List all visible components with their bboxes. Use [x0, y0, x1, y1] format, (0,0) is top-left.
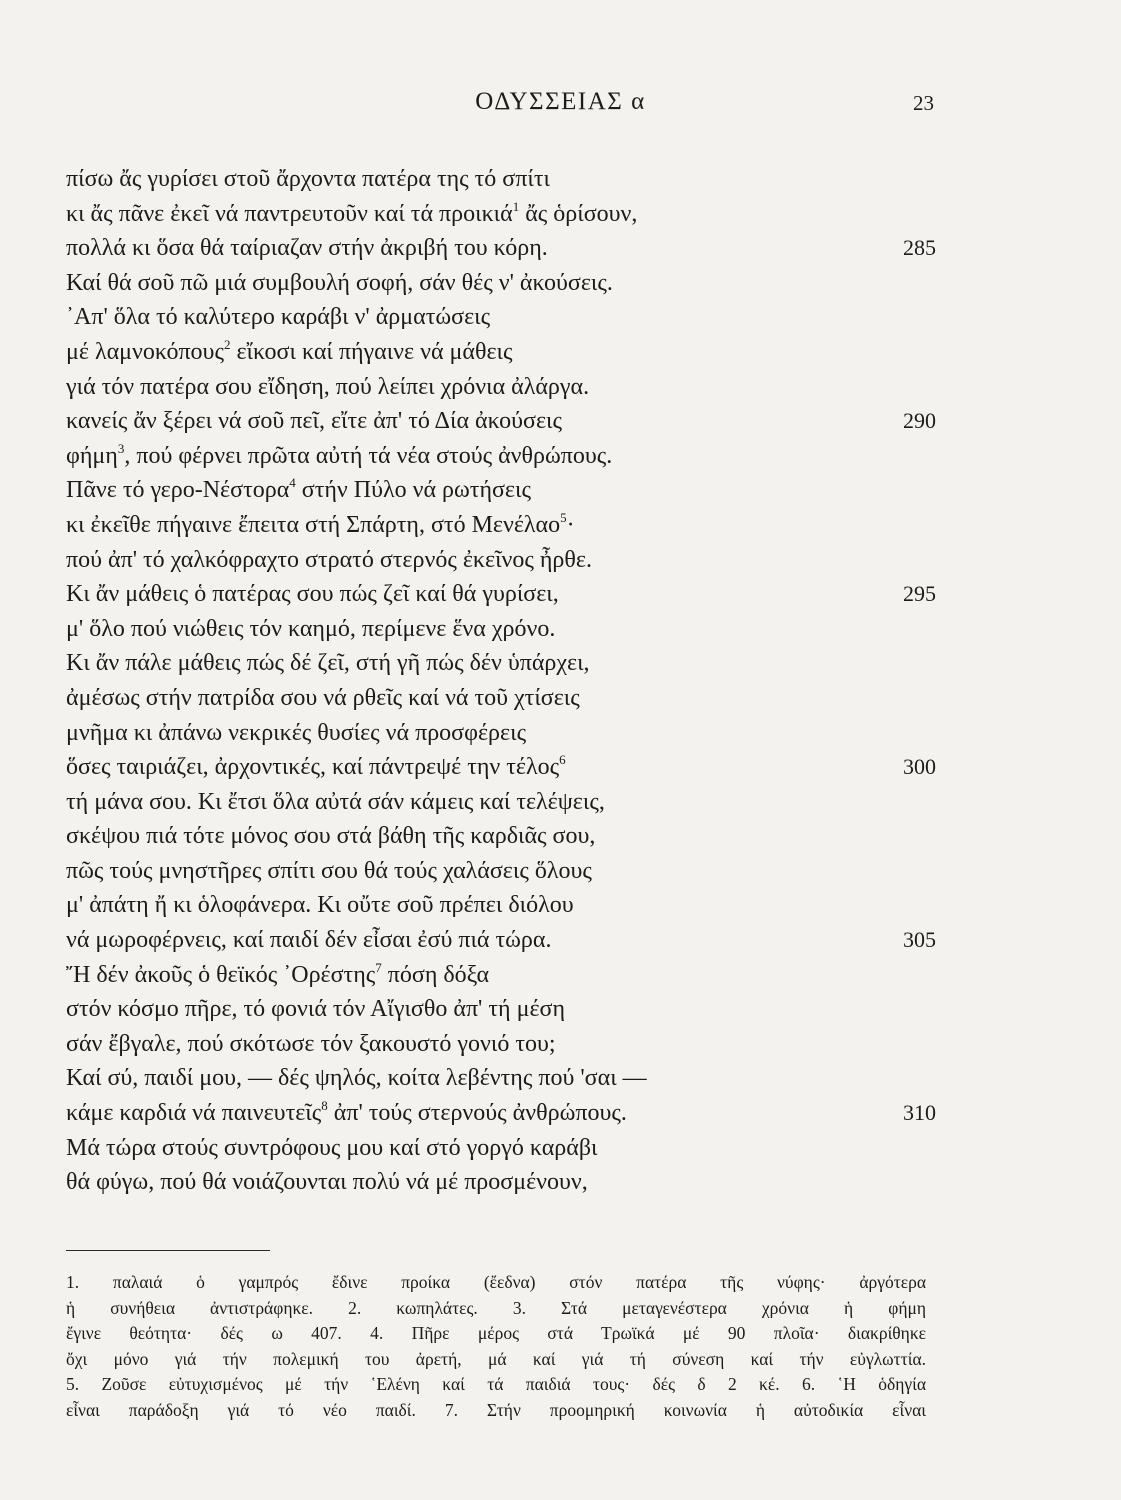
verse-text: Κι ἄν μάθεις ὁ πατέρας σου πώς ζεῖ καί θά γυρίσει,: [66, 581, 559, 608]
verse-text-continued: εἴκοσι καί πήγαινε νά μάθεις: [230, 338, 513, 365]
footnote-marker: 8: [321, 1098, 328, 1114]
verse-line: [66, 577, 936, 612]
verse-text-continued: στήν Πύλο νά ρωτήσεις: [295, 477, 531, 504]
verse-line: [66, 958, 936, 993]
verse-line: [66, 1027, 936, 1062]
footnote-marker: 5: [560, 509, 567, 525]
verse-line: [66, 992, 936, 1027]
line-number: 295: [903, 581, 936, 607]
footnote-marker: 6: [559, 752, 566, 768]
verse-line: [66, 646, 936, 681]
verse-text: σκέψου πιά τότε μόνος σου στά βάθη τῆς καρδιᾶς σου,: [66, 823, 596, 850]
verse-text: μ' ἀπάτη ἤ κι ὁλοφάνερα. Κι οὔτε σοῦ πρέπει διόλου: [66, 892, 574, 919]
verse-line: [66, 473, 936, 508]
verse-text: πῶς τούς μνηστῆρες σπίτι σου θά τούς χαλάσεις ὅλους: [66, 857, 592, 884]
footnote-marker: 7: [375, 959, 382, 975]
verse-line: [66, 162, 936, 197]
verse-text: ἀμέσως στήν πατρίδα σου νά ρθεῖς καί νά τοῦ χτίσεις: [66, 684, 580, 711]
verse-text: Μά τώρα στούς συντρόφους μου καί στό γοργό καράβι: [66, 1134, 598, 1161]
footnote-marker: 4: [289, 475, 296, 491]
line-number: 285: [903, 235, 936, 261]
verse-line: [66, 819, 936, 854]
verse-line: [66, 1165, 936, 1200]
verse-line: [66, 370, 936, 405]
verse-text-continued: ·: [566, 511, 575, 538]
verse-text: νά μωροφέρνεις, καί παιδί δέν εἶσαι ἐσύ πιά τώρα.: [66, 927, 552, 954]
verse-line: [66, 612, 936, 647]
page-number: 23: [913, 91, 934, 115]
footnote-line: 1. παλαιά ὁ γαμπρός ἔδινε προίκα (ἔεδνα) στόν πατέρα τῆς νύφης· ἀργότερα: [66, 1272, 926, 1292]
verse-line: [66, 888, 936, 923]
verse-block: [66, 162, 936, 1200]
verse-text: Καί θά σοῦ πῶ μιά συμβουλή σοφή, σάν θές ν' ἀκούσεις.: [66, 269, 613, 296]
verse-line: [66, 335, 936, 370]
verse-text: κι ἄς πᾶνε ἐκεῖ νά παντρευτοῦν καί τά προικιά: [66, 200, 513, 227]
verse-text: κι ἐκεῖθε πήγαινε ἔπειτα στή Σπάρτη, στό Μενέλαο: [66, 511, 561, 538]
footnote-marker: 2: [223, 336, 231, 352]
verse-line: [66, 785, 936, 820]
verse-text: μνῆμα κι ἀπάνω νεκρικές θυσίες νά προσφέρεις: [66, 719, 527, 746]
verse-line: [66, 854, 936, 889]
running-title: ΟΔΥΣΣΕΙΑΣ α: [475, 88, 646, 115]
verse-text: πίσω ἄς γυρίσει στοῦ ἄρχοντα πατέρα της τό σπίτι: [66, 166, 550, 192]
verse-line: [66, 404, 936, 439]
footnote-line: ἔγινε θεότητα· δές ω 407. 4. Πῆρε μέρος στά Τρωϊκά μέ 90 πλοῖα· διακρίθηκε: [66, 1323, 926, 1344]
verse-line: [66, 543, 936, 578]
verse-text-continued: πόση δόξα: [381, 961, 490, 988]
verse-text: ᾿Απ' ὅλα τό καλύτερο καράβι ν' ἀρματώσεις: [66, 304, 491, 331]
line-number: 305: [903, 927, 936, 953]
verse-text: θά φύγω, πού θά νοιάζουνται πολύ νά μέ προσμένουν,: [66, 1169, 588, 1196]
footnote-marker: 3: [117, 440, 125, 456]
verse-text: ὅσες ταιριάζει, ἀρχοντικές, καί πάντρεψέ την τέλος: [66, 754, 560, 781]
verse-line: [66, 923, 936, 958]
verse-line: [66, 197, 936, 232]
verse-line: [66, 508, 936, 543]
verse-line: [66, 1061, 936, 1096]
verse-text: σάν ἔβγαλε, πού σκότωσε τόν ξακουστό γονιό του;: [66, 1030, 556, 1057]
verse-text: τή μάνα σου. Κι ἔτσι ὅλα αὐτά σάν κάμεις καί τελέψεις,: [66, 788, 605, 815]
footnote-line: ἡ συνήθεια ἀντιστράφηκε. 2. κωπηλάτες. 3. Στά μεταγενέστερα χρόνια ἡ φήμη: [66, 1297, 926, 1318]
verse-text: γιά τόν πατέρα σου εἴδηση, πού λείπει χρόνια ἀλάργα.: [66, 373, 590, 400]
verse-text-continued: ἀπ' τούς στερνούς ἀνθρώπους.: [327, 1100, 627, 1127]
line-number: 290: [903, 408, 936, 434]
verse-text: Καί σύ, παιδί μου, — δές ψηλός, κοίτα λεβέντης πού 'σαι —: [66, 1065, 647, 1092]
footnote-separator: [66, 1250, 270, 1251]
verse-text-continued: , πού φέρνει πρῶτα αὐτή τά νέα στούς ἀνθρώπους.: [124, 442, 613, 469]
footnotes: [66, 1270, 926, 1424]
line-number: 310: [903, 1100, 936, 1126]
verse-text: Ἤ δέν ἀκοῦς ὁ θεϊκός ᾿Ορέστης: [66, 961, 376, 988]
footnote-line: ὄχι μόνο γιά τήν πολεμική του ἀρετή, μά καί γιά τή σύνεση καί τήν εὐγλωττία.: [66, 1348, 926, 1369]
verse-text: Πᾶνε τό γερο-Νέστορα: [66, 477, 290, 504]
verse-line: [66, 231, 936, 266]
footnote-line: 5. Ζοῦσε εὐτυχισμένος μέ τήν ῾Ελένη καί τά παιδιά τους· δές δ 2 κέ. 6. ῾Η ὁδηγία: [66, 1374, 926, 1395]
verse-text: φήμη: [66, 442, 118, 469]
verse-text: πολλά κι ὅσα θά ταίριαζαν στήν ἀκριβή του κόρη.: [66, 235, 548, 262]
footnote-marker: 1: [512, 198, 520, 214]
verse-line: [66, 300, 936, 335]
verse-text: κάμε καρδιά νά παινευτεῖς: [66, 1100, 322, 1127]
verse-line: [66, 439, 936, 474]
verse-line: [66, 681, 936, 716]
verse-text: κανείς ἄν ξέρει νά σοῦ πεῖ, εἴτε ἀπ' τό Δία ἀκούσεις: [66, 408, 563, 435]
verse-text: στόν κόσμο πῆρε, τό φονιά τόν Αἴγισθο ἀπ' τή μέση: [66, 996, 566, 1023]
line-number: 300: [903, 754, 936, 780]
verse-line: [66, 1096, 936, 1131]
verse-text: Κι ἄν πάλε μάθεις πώς δέ ζεῖ, στή γῆ πώς δέν ὑπάρχει,: [66, 650, 590, 677]
verse-line: [66, 266, 936, 301]
verse-text: μ' ὅλο πού νιώθεις τόν καημό, περίμενε ἕνα χρόνο.: [66, 615, 556, 642]
verse-line: [66, 750, 936, 785]
footnote-line: εἶναι παράδοξη γιά τό νέο παιδί. 7. Στήν προομηρική κοινωνία ἡ αὐτοδικία εἶναι: [66, 1399, 926, 1420]
verse-text: μέ λαμνοκόπους: [66, 338, 224, 365]
verse-line: [66, 716, 936, 751]
verse-line: [66, 1131, 936, 1166]
verse-text: πού ἀπ' τό χαλκόφραχτο στρατό στερνός ἐκεῖνος ἦρθε.: [66, 546, 592, 573]
verse-text-continued: ἄς ὁρίσουν,: [519, 200, 638, 227]
